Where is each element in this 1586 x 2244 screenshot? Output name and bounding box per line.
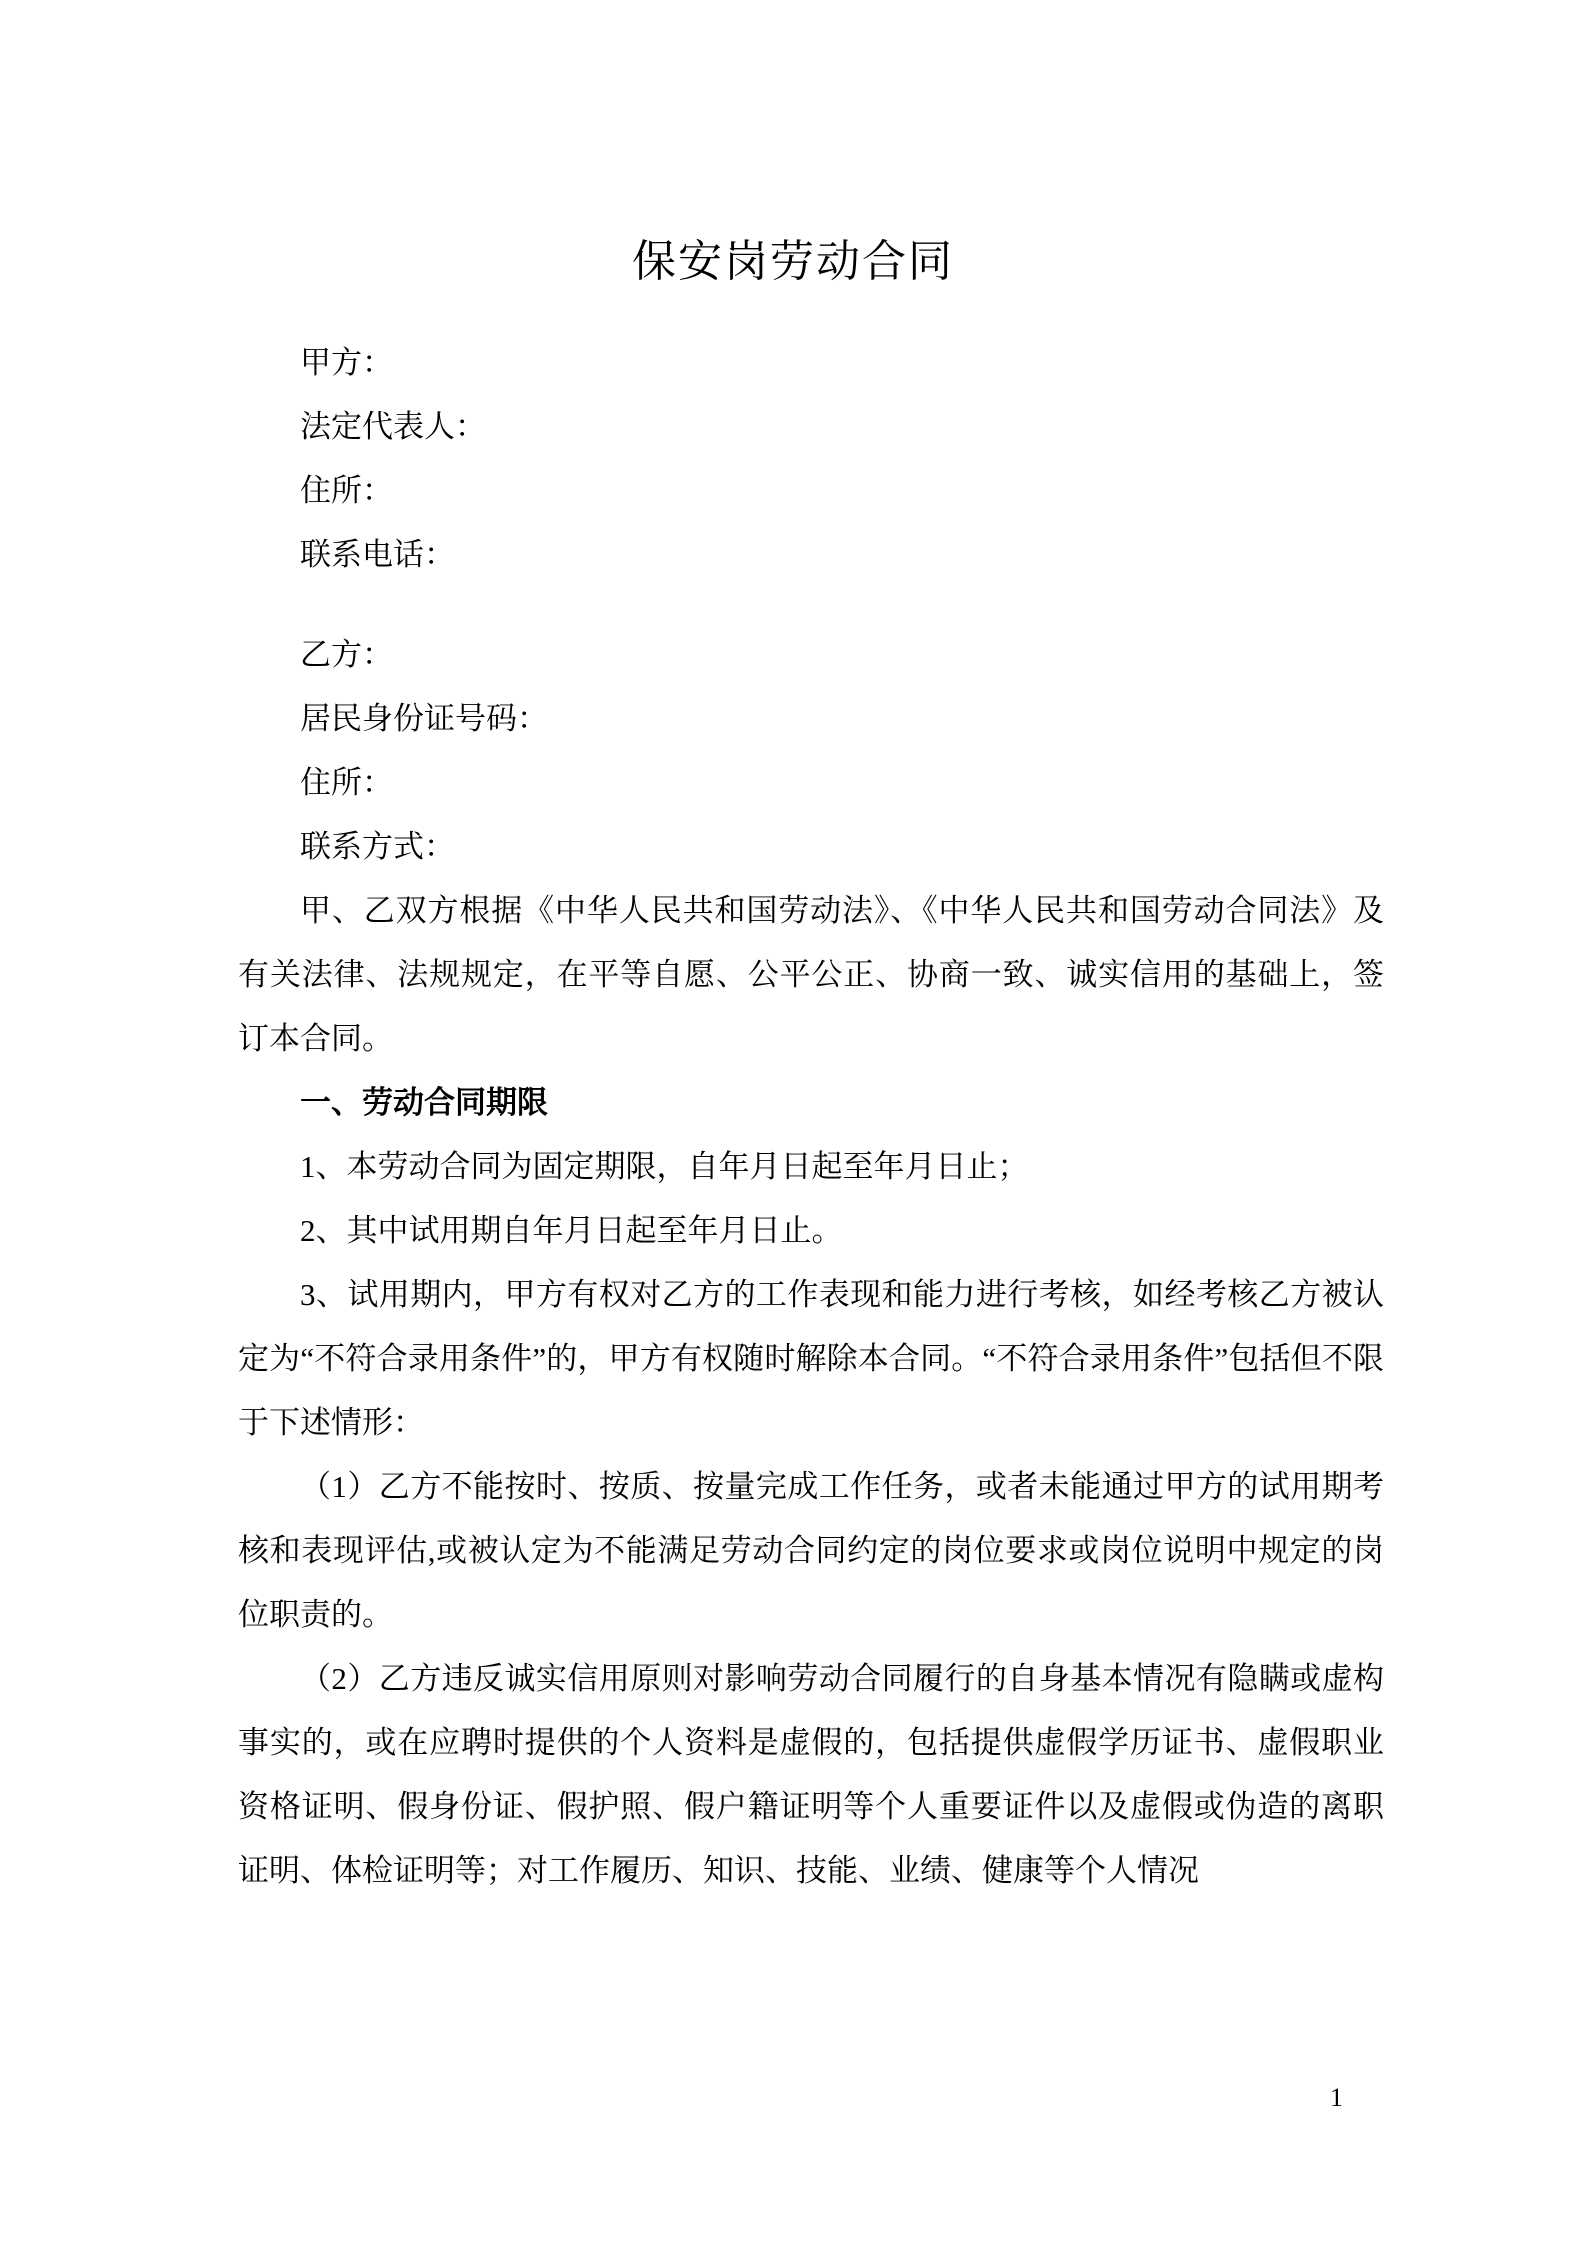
party-a-address-label: 住所：: [300, 473, 393, 508]
section-1-item-3: 3、试用期内，甲方有权对乙方的工作表现和能力进行考核，如经考核乙方被认定为“不符合录用条件”的，甲方有权随时解除本合同。“不符合录用条件”包括但不限于下述情形：: [238, 1277, 1384, 1440]
section-1-sub-item-2: （2）乙方违反诚实信用原则对影响劳动合同履行的自身基本情况有隐瞒或虚构事实的，或在应聘时提供的个人资料是虚假的，包括提供虚假学历证书、虚假职业资格证明、假身份证、假护照、假户籍证明等个人重要证件以及虚假或伪造的离职证明、体检证明等；对工作履历、知识、技能、业绩、健康等个人情况: [238, 1661, 1384, 1888]
section-1-sub-item-1: （1）乙方不能按时、按质、按量完成工作任务，或者未能通过甲方的试用期考核和表现评估,或被认定为不能满足劳动合同约定的岗位要求或岗位说明中规定的岗位职责的。: [238, 1469, 1384, 1632]
document-title: 保安岗劳动合同: [632, 237, 954, 286]
party-a-name-label: 甲方：: [300, 345, 393, 380]
party-b-name-label: 乙方：: [300, 637, 393, 672]
party-b-contact-label: 联系方式：: [300, 829, 455, 864]
section-1-item-1: 1、本劳动合同为固定期限，自年月日起至年月日止；: [300, 1149, 1029, 1184]
page-number: 1: [1330, 2083, 1343, 2112]
party-a-legal-rep-label: 法定代表人：: [300, 409, 486, 444]
section-1-heading: 一、劳动合同期限: [300, 1085, 548, 1120]
party-a-phone-label: 联系电话：: [300, 537, 455, 572]
party-b-address-label: 住所：: [300, 765, 393, 800]
section-1-item-2: 2、其中试用期自年月日起至年月日止。: [300, 1213, 843, 1248]
party-b-block: [238, 623, 1384, 879]
contract-preamble: 甲、乙双方根据《中华人民共和国劳动法》、《中华人民共和国劳动合同法》及有关法律、法规规定，在平等自愿、公平公正、协商一致、诚实信用的基础上，签订本合同。: [238, 893, 1384, 1056]
document-body: [238, 331, 1384, 1903]
party-a-block: [238, 331, 1384, 587]
party-b-id-number-label: 居民身份证号码：: [300, 701, 548, 736]
